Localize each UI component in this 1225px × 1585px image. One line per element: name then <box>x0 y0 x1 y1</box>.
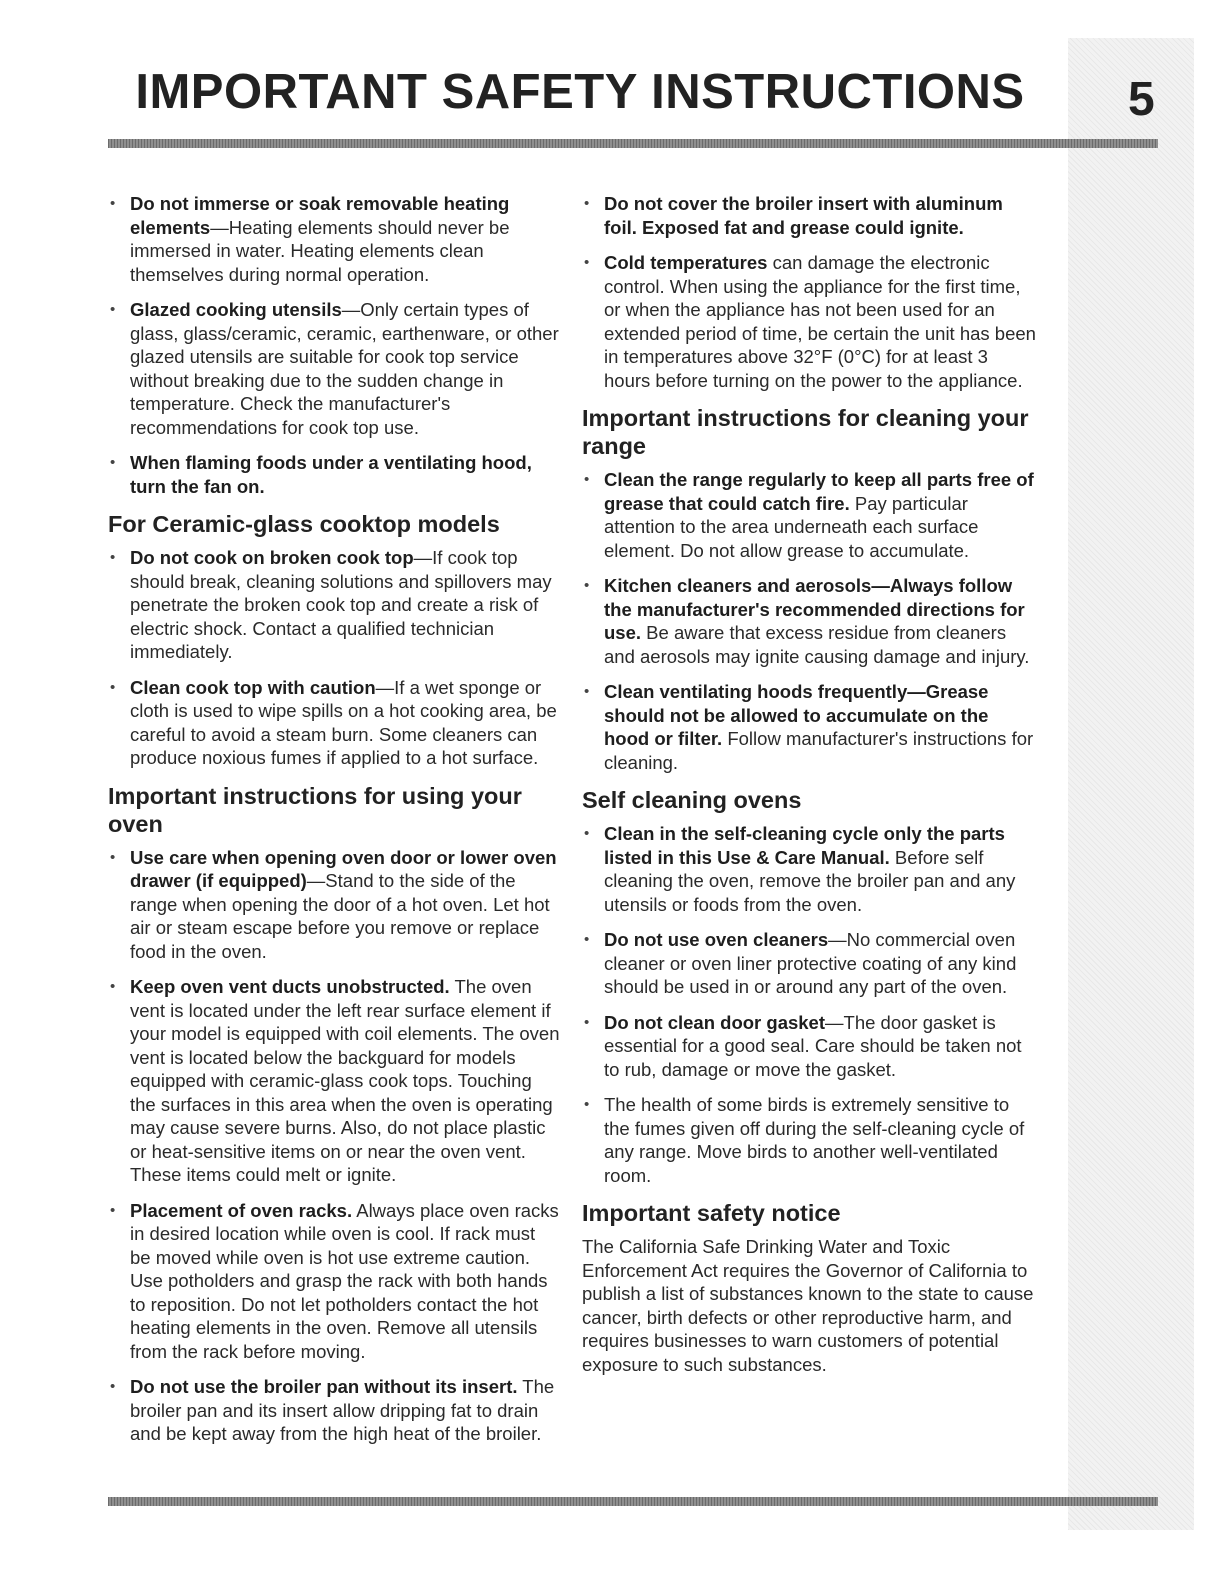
footer-rule <box>108 1497 1158 1506</box>
list-item: • Do not cover the broiler insert with aluminum foil. Exposed fat and grease could ignite. <box>582 192 1037 239</box>
bullet-list <box>582 468 1037 774</box>
list-item: • Kitchen cleaners and aerosols—Always follow the manufacturer's recommended directions for use. Be aware that excess residue from cleaners and aerosols may ignite causing damage and injury. <box>582 574 1037 668</box>
list-item: • Placement of oven racks. Always place oven racks in desired location while oven is cool. If rack must be moved while oven is hot use extreme caution. Use potholders and grasp the rack with both hands to reposition. Do not let potholders contact the hot heating elements in the oven. Remove all utensils from the rack before moving. <box>108 1199 560 1364</box>
section-heading-notice: Important safety notice <box>582 1200 841 1226</box>
list-item: • Use care when opening oven door or lower oven drawer (if equipped)—Stand to the side of the range when opening the door of a hot oven. Let hot air or steam escape before you remove or replace food in the oven. <box>108 846 560 964</box>
list-item: • Do not cook on broken cook top—If cook top should break, cleaning solutions and spillovers may penetrate the broken cook top and create a risk of electric shock. Contact a qualified technician immediately. <box>108 546 560 664</box>
header-rule <box>108 139 1158 148</box>
list-item: • When flaming foods under a ventilating hood, turn the fan on. <box>108 451 560 498</box>
section-heading-oven: Important instructions for using your oven <box>108 782 522 837</box>
section-heading-ceramic: For Ceramic-glass cooktop models <box>108 511 500 537</box>
bullet-list <box>108 846 560 1446</box>
section-heading-self-cleaning: Self cleaning ovens <box>582 787 802 813</box>
list-item: • Clean the range regularly to keep all parts free of grease that could catch fire. Pay particular attention to the area underneath each surface element. Do not allow grease to accumulate. <box>582 468 1037 562</box>
list-item: • Cold temperatures can damage the electronic control. When using the appliance for the first time, or when the appliance has not been used for an extended period of time, be certain the unit has been in temperatures above 32°F (0°C) for at least 3 hours before turning on the power to the appliance. <box>582 251 1037 392</box>
list-item: • Keep oven vent ducts unobstructed. The oven vent is located under the left rear surface element if your model is equipped with coil elements. The oven vent is located below the backguard for models equipped with ceramic-glass cook tops. Touching the surfaces in this area when the oven is operating may cause severe burns. Also, do not place plastic or heat-sensitive items on or near the oven vent. These items could melt or ignite. <box>108 975 560 1187</box>
list-item: • Do not immerse or soak removable heating elements—Heating elements should never be immersed in water. Heating elements clean themselves during normal operation. <box>108 192 560 286</box>
side-tab-pattern <box>1068 38 1194 1530</box>
section-heading-cleaning: Important instructions for cleaning your range <box>582 405 1029 459</box>
list-item: • Do not clean door gasket—The door gasket is essential for a good seal. Care should be taken not to rub, damage or move the gasket. <box>582 1011 1037 1082</box>
list-item: • Glazed cooking utensils—Only certain types of glass, glass/ceramic, ceramic, earthenware, or other glazed utensils are suitable for cook top service without breaking due to the sudden change in temperature. Check the manufacturer's recommendations for cook top use. <box>108 298 560 439</box>
bullet-list <box>582 822 1037 1187</box>
bullet-list <box>108 546 560 770</box>
bullet-list <box>108 192 560 498</box>
page-number: 5 <box>1128 73 1155 126</box>
page-title: IMPORTANT SAFETY INSTRUCTIONS <box>135 65 1025 119</box>
notice-paragraph: The California Safe Drinking Water and Toxic Enforcement Act requires the Governor of California to publish a list of substances known to the state to cause cancer, birth defects or other reproductive harm, and requires businesses to warn customers of potential exposure to such substances. <box>582 1236 1034 1375</box>
bullet-list <box>582 192 1037 392</box>
list-item: • Clean in the self-cleaning cycle only the parts listed in this Use & Care Manual. Before self cleaning the oven, remove the broiler pan and any utensils or foods from the oven. <box>582 822 1037 916</box>
list-item: • Do not use oven cleaners—No commercial oven cleaner or oven liner protective coating of any kind should be used in or around any part of the oven. <box>582 928 1037 999</box>
list-item: • Clean cook top with caution—If a wet sponge or cloth is used to wipe spills on a hot cooking area, be careful to avoid a steam burn. Some cleaners can produce noxious fumes if applied to a hot surface. <box>108 676 560 770</box>
list-item: • The health of some birds is extremely sensitive to the fumes given off during the self-cleaning cycle of any range. Move birds to another well-ventilated room. <box>582 1093 1037 1187</box>
right-column <box>582 192 1037 1376</box>
list-item: • Do not use the broiler pan without its insert. The broiler pan and its insert allow dripping fat to drain and be kept away from the high heat of the broiler. <box>108 1375 560 1446</box>
list-item: • Clean ventilating hoods frequently—Grease should not be allowed to accumulate on the hood or filter. Follow manufacturer's instructions for cleaning. <box>582 680 1037 774</box>
left-column <box>108 192 560 1458</box>
